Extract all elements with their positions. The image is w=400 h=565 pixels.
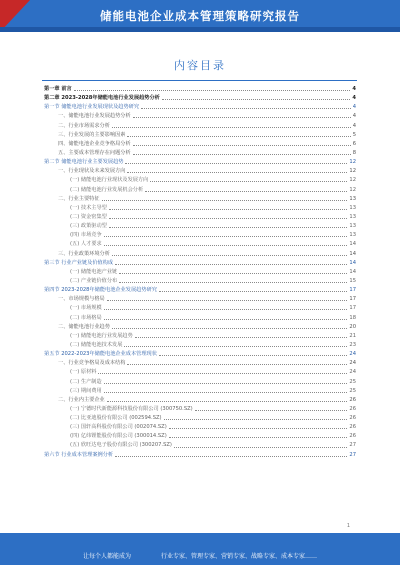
toc-entry-page: 15 xyxy=(349,277,356,284)
toc-entry-page: 25 xyxy=(349,378,356,385)
toc-leader-dots xyxy=(124,346,347,347)
toc-leader-dots xyxy=(162,99,351,100)
toc-entry[interactable] xyxy=(44,304,356,313)
toc-leader-dots xyxy=(115,456,347,457)
toc-entry-page: 13 xyxy=(349,232,356,239)
toc-entry[interactable] xyxy=(44,186,356,195)
toc-entry[interactable] xyxy=(44,149,356,158)
toc-entry-page: 12 xyxy=(349,177,356,184)
table-of-contents xyxy=(44,85,356,460)
toc-leader-dots xyxy=(104,319,348,320)
toc-entry-page: 14 xyxy=(349,250,356,257)
toc-leader-dots xyxy=(133,154,351,155)
toc-entry-text: 二、储能电池行业趋势 xyxy=(58,323,110,330)
toc-entry-page: 26 xyxy=(349,405,356,412)
toc-entry-page: 14 xyxy=(349,259,356,266)
toc-entry-text: (一) 储能电池行业现状及发展方向 xyxy=(70,177,149,184)
toc-entry-page: 14 xyxy=(349,241,356,248)
toc-entry-page: 26 xyxy=(349,424,356,431)
toc-entry-page: 4 xyxy=(352,113,356,120)
toc-entry-text: 二、行业内主要企业 xyxy=(58,396,105,403)
toc-leader-dots xyxy=(119,273,347,274)
toc-entry-text: 第一章 前言 xyxy=(44,86,72,92)
toc-entry-text: 一、市场规模与格局 xyxy=(58,296,105,303)
toc-entry-page: 8 xyxy=(352,149,356,156)
toc-entry[interactable] xyxy=(44,359,356,368)
toc-entry-page: 25 xyxy=(349,387,356,394)
footer-slogan xyxy=(0,551,400,560)
toc-entry[interactable] xyxy=(44,332,356,341)
toc-entry[interactable] xyxy=(44,103,356,112)
toc-entry-page: 13 xyxy=(349,204,356,211)
toc-entry[interactable] xyxy=(44,204,356,213)
footer-slogan-right: 行业专家、管理专家、营销专家、战略专家、成本专家…… xyxy=(161,553,318,560)
toc-entry-page: 17 xyxy=(349,296,356,303)
toc-leader-dots xyxy=(125,163,347,164)
toc-entry[interactable] xyxy=(44,222,356,231)
toc-leader-dots xyxy=(109,209,348,210)
toc-entry[interactable] xyxy=(44,122,356,131)
toc-leader-dots xyxy=(127,172,347,173)
toc-entry-page: 14 xyxy=(349,268,356,275)
toc-leader-dots xyxy=(135,337,348,338)
toc-entry-text: (一) 技术主导型 xyxy=(70,204,107,211)
toc-entry[interactable] xyxy=(44,396,356,405)
toc-entry[interactable] xyxy=(44,231,356,240)
toc-entry[interactable] xyxy=(44,323,356,332)
toc-leader-dots xyxy=(109,218,348,219)
toc-entry-text: 第一节 储能电池行业发展现状及趋势研究 xyxy=(44,104,140,111)
toc-entry-text: (二) 比亚迪股份有限公司 (002594.SZ) xyxy=(70,415,162,422)
toc-leader-dots xyxy=(159,291,347,292)
toc-entry-text: (三) 政策驱动型 xyxy=(70,223,107,230)
toc-entry-page: 17 xyxy=(349,305,356,312)
toc-leader-dots xyxy=(98,373,347,374)
toc-divider xyxy=(42,80,357,81)
toc-leader-dots xyxy=(102,200,348,201)
toc-title: 内容目录 xyxy=(174,59,226,72)
toc-entry-text: (一) 储能电池产业链 xyxy=(70,268,118,275)
header-underline xyxy=(0,27,400,32)
toc-entry[interactable] xyxy=(44,158,356,167)
toc-entry[interactable] xyxy=(44,167,356,176)
page-number: 1 xyxy=(346,523,350,529)
toc-entry[interactable] xyxy=(44,350,356,359)
toc-leader-dots xyxy=(104,392,348,393)
toc-entry[interactable] xyxy=(44,414,356,423)
toc-entry-page: 6 xyxy=(352,140,356,147)
toc-entry[interactable] xyxy=(44,387,356,396)
toc-leader-dots xyxy=(133,145,351,146)
toc-entry[interactable] xyxy=(44,94,356,103)
report-title: 储能电池企业成本管理策略研究报告 xyxy=(100,9,300,23)
toc-entry-text: 五、主要成本管理存在问题分析 xyxy=(58,149,131,156)
toc-entry-text: (三) 期间费用 xyxy=(70,387,102,394)
toc-entry-text: 三、行业政策环境分析 xyxy=(58,250,110,257)
toc-entry[interactable] xyxy=(44,451,356,460)
toc-entry[interactable] xyxy=(44,213,356,222)
toc-entry-text: (二) 市场格局 xyxy=(70,314,102,321)
toc-leader-dots xyxy=(169,437,348,438)
toc-entry-page: 4 xyxy=(352,95,356,102)
toc-leader-dots xyxy=(195,410,348,411)
toc-entry-page: 13 xyxy=(349,195,356,202)
toc-entry-text: (一) 宁德时代新能源科技股份有限公司 (300750.SZ) xyxy=(70,405,193,412)
toc-entry-page: 21 xyxy=(349,332,356,339)
toc-entry[interactable] xyxy=(44,250,356,259)
toc-entry-text: 一、储能电池行业发展趋势分析 xyxy=(58,113,131,120)
toc-entry[interactable] xyxy=(44,368,356,377)
toc-leader-dots xyxy=(150,181,347,182)
toc-entry[interactable] xyxy=(44,240,356,249)
toc-leader-dots xyxy=(112,255,348,256)
toc-entry[interactable] xyxy=(44,378,356,387)
toc-entry-page: 26 xyxy=(349,433,356,440)
toc-entry[interactable] xyxy=(44,423,356,432)
toc-entry[interactable] xyxy=(44,259,356,268)
toc-entry-text: 四、储能电池企业竞争格局分析 xyxy=(58,140,131,147)
toc-entry-text: 第二节 储能电池行业主要发展趋势 xyxy=(44,159,124,166)
toc-leader-dots xyxy=(164,419,348,420)
toc-leader-dots xyxy=(141,108,351,109)
toc-entry-text: (二) 资金密集型 xyxy=(70,213,107,220)
toc-entry-text: (三) 国轩高科股份有限公司 (002074.SZ) xyxy=(70,424,167,431)
toc-entry-text: 第四节 2023-2028年储能电池企业发展趋势研究 xyxy=(44,287,157,294)
toc-entry-text: (二) 储能电池技术发展 xyxy=(70,341,123,348)
toc-leader-dots xyxy=(127,136,350,137)
toc-leader-dots xyxy=(74,90,351,91)
toc-leader-dots xyxy=(104,383,348,384)
toc-entry-page: 13 xyxy=(349,213,356,220)
toc-entry-text: 第六节 行业成本管理案例分析 xyxy=(44,451,114,458)
toc-leader-dots xyxy=(112,328,348,329)
toc-leader-dots xyxy=(104,236,348,237)
toc-leader-dots xyxy=(145,191,347,192)
toc-entry-page: 27 xyxy=(349,451,356,458)
toc-leader-dots xyxy=(174,447,347,448)
toc-entry-page: 4 xyxy=(352,104,356,111)
toc-entry-page: 12 xyxy=(349,186,356,193)
toc-entry[interactable] xyxy=(44,295,356,304)
toc-entry[interactable] xyxy=(44,432,356,441)
toc-entry-text: 第二章 2023-2028年储能电池行业发展趋势分析 xyxy=(44,95,160,102)
toc-entry-page: 26 xyxy=(349,415,356,422)
toc-entry-text: 二、行业主要特征 xyxy=(58,195,100,202)
toc-entry[interactable] xyxy=(44,176,356,185)
toc-entry-text: (二) 储能电池行业发展机会分析 xyxy=(70,186,144,193)
toc-entry-text: 二、行业市场需求分析 xyxy=(58,122,110,129)
toc-entry[interactable] xyxy=(44,268,356,277)
toc-entry[interactable] xyxy=(44,112,356,121)
toc-entry-page: 24 xyxy=(349,369,356,376)
toc-entry-page: 4 xyxy=(352,86,356,92)
footer-bar xyxy=(0,533,400,565)
toc-entry-page: 20 xyxy=(349,323,356,330)
toc-leader-dots xyxy=(107,300,348,301)
toc-entry-text: (二) 生产制造 xyxy=(70,378,102,385)
toc-entry-text: (四) 亿纬锂能股份有限公司 (300014.SZ) xyxy=(70,433,167,440)
toc-leader-dots xyxy=(119,282,347,283)
toc-entry-text: (二) 产业链价值分布 xyxy=(70,277,118,284)
toc-leader-dots xyxy=(107,401,348,402)
toc-entry-page: 12 xyxy=(349,168,356,175)
toc-leader-dots xyxy=(112,127,351,128)
toc-entry-text: 一、行业现状及未来发展方向 xyxy=(58,168,126,175)
toc-entry-text: 三、行业发展的主要影响因素 xyxy=(58,131,126,138)
toc-entry-page: 23 xyxy=(349,341,356,348)
toc-leader-dots xyxy=(115,264,347,265)
toc-entry[interactable] xyxy=(44,131,356,140)
toc-entry-page: 24 xyxy=(349,351,356,358)
toc-entry-page: 5 xyxy=(352,131,356,138)
toc-entry[interactable] xyxy=(44,314,356,323)
header-bar xyxy=(0,0,400,32)
toc-entry-page: 4 xyxy=(352,122,356,129)
toc-leader-dots xyxy=(159,355,347,356)
footer-slogan-left: 让每个人都能成为 xyxy=(82,553,131,560)
toc-entry-text: (五) 人才要求 xyxy=(70,241,102,248)
toc-entry-text: 一、行业竞争格局及成本结构 xyxy=(58,360,126,367)
toc-entry-page: 13 xyxy=(349,223,356,230)
toc-entry[interactable] xyxy=(44,85,356,94)
toc-entry-text: 第三节 行业产业链及价值构成 xyxy=(44,259,114,266)
toc-entry-page: 27 xyxy=(349,442,356,449)
toc-entry-page: 17 xyxy=(349,287,356,294)
toc-entry-page: 26 xyxy=(349,396,356,403)
toc-entry-text: (五) 欣旺达电子股份有限公司 (300207.SZ) xyxy=(70,442,172,449)
toc-entry[interactable] xyxy=(44,405,356,414)
toc-leader-dots xyxy=(104,245,348,246)
toc-entry-text: (一) 原材料 xyxy=(70,369,97,376)
toc-entry[interactable] xyxy=(44,140,356,149)
toc-entry[interactable] xyxy=(44,195,356,204)
toc-entry-text: (四) 市场竞争 xyxy=(70,232,102,239)
toc-leader-dots xyxy=(133,117,351,118)
toc-entry-page: 18 xyxy=(349,314,356,321)
toc-leader-dots xyxy=(109,227,348,228)
toc-entry-page: 12 xyxy=(349,159,356,166)
toc-leader-dots xyxy=(104,309,348,310)
toc-entry[interactable] xyxy=(44,341,356,350)
toc-leader-dots xyxy=(127,364,347,365)
toc-entry-page: 24 xyxy=(349,360,356,367)
toc-entry[interactable] xyxy=(44,441,356,450)
toc-entry-text: (一) 储能电池行业发展趋势 xyxy=(70,332,133,339)
toc-entry-text: (一) 市场规模 xyxy=(70,305,102,312)
toc-entry[interactable] xyxy=(44,277,356,286)
toc-entry[interactable] xyxy=(44,286,356,295)
toc-leader-dots xyxy=(169,428,348,429)
toc-entry-text: 第五节 2022-2023年储能电池企业成本管理现状 xyxy=(44,351,157,358)
